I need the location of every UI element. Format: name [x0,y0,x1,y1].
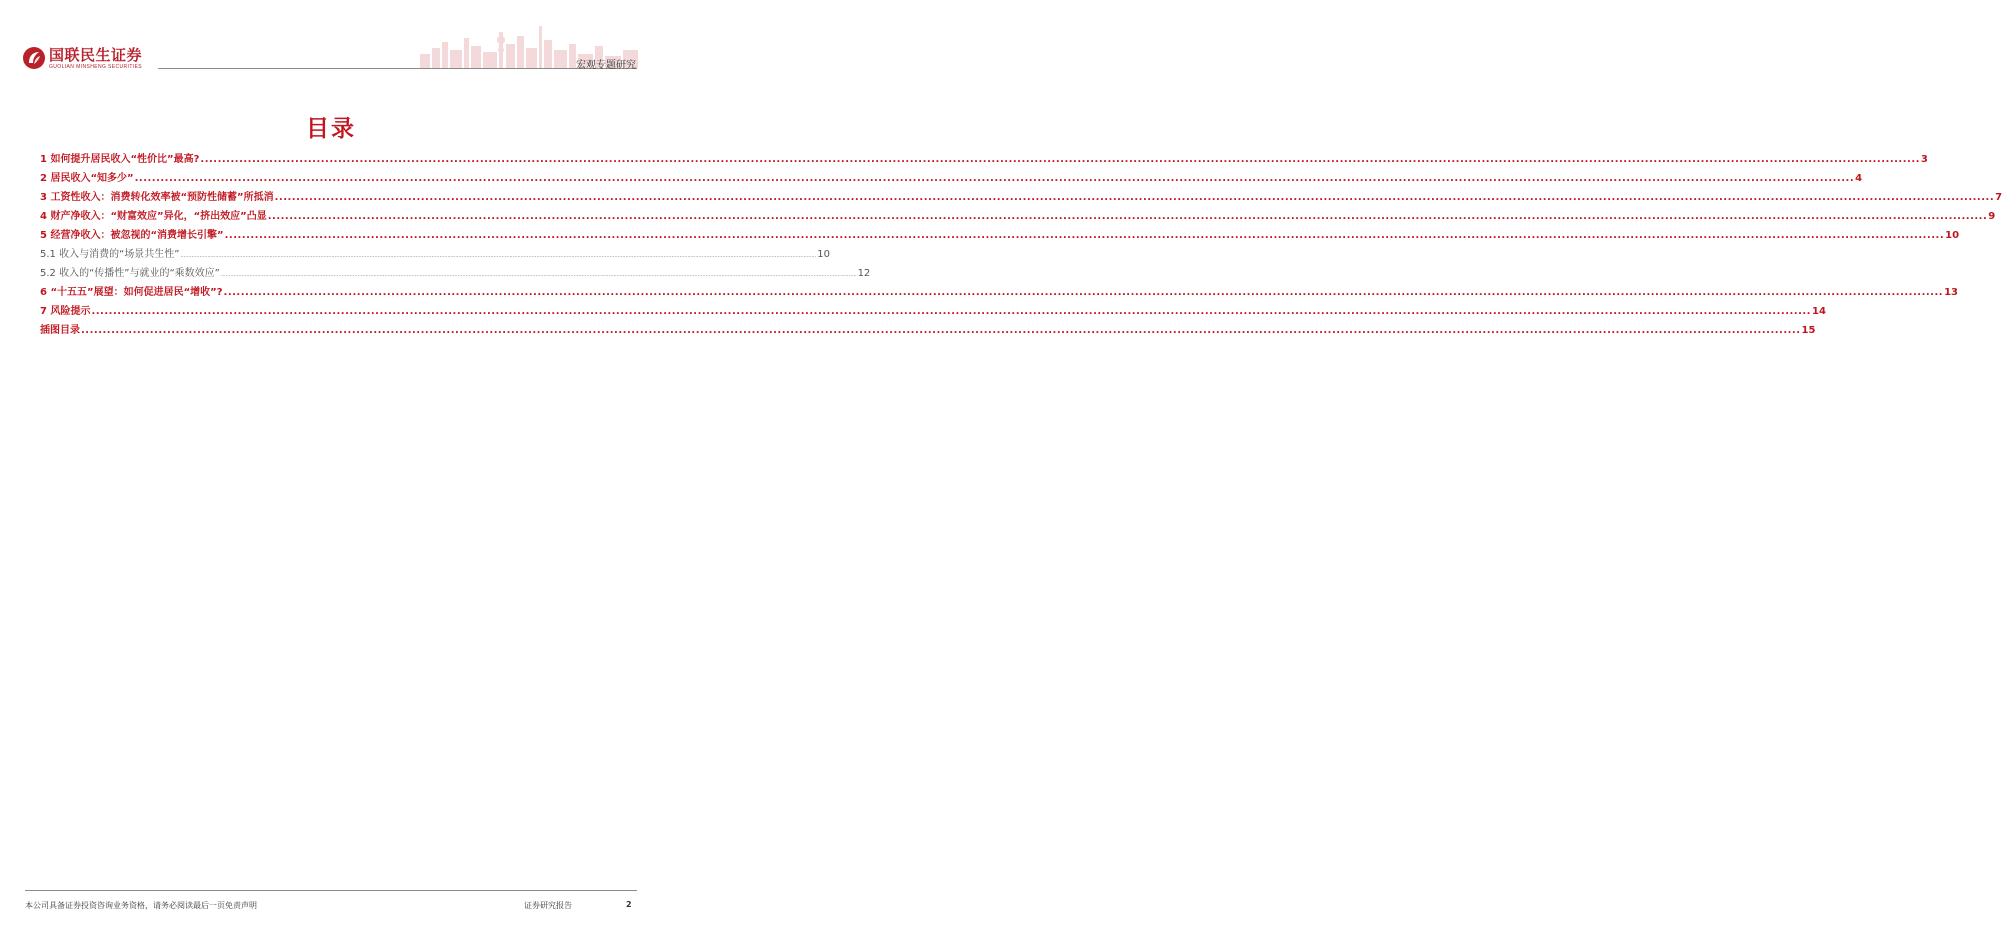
toc-leader-dots: ................................................................................................................................................................................................................................................................................................................................................................................................................ [200,154,1920,165]
toc-entry-label[interactable]: 4 财产净收入：“财富效应”异化，“挤出效应”凸显 [40,211,267,222]
table-of-contents [40,150,2002,340]
toc-title: 目录 [306,116,356,142]
page-number: 2 [626,900,632,909]
toc-entry[interactable] [40,226,1960,245]
toc-entry-label[interactable]: 6 “十五五”展望：如何促进居民“增收”? [40,287,223,298]
toc-entry-label[interactable]: 插图目录 [40,325,80,336]
toc-entry[interactable] [40,283,1958,302]
toc-leader-dots: ................................................................................................................................................................................................................................................................................................................................................................................................................ [267,211,1988,222]
toc-entry[interactable] [40,321,1816,340]
toc-entry[interactable] [40,150,1928,169]
toc-leader-dots: ................................................................................................................................................................................................................................................................................................................................................................................................................ [180,253,817,259]
toc-entry-page[interactable]: 10 [817,249,830,260]
toc-leader-dots: ................................................................................................................................................................................................................................................................................................................................................................................................................ [274,192,1995,203]
toc-leader-dots: ................................................................................................................................................................................................................................................................................................................................................................................................................ [91,306,1811,317]
toc-entry-page[interactable]: 12 [857,268,871,279]
toc-entry-page[interactable]: 13 [1944,287,1958,298]
toc-entry[interactable] [40,169,1863,188]
report-category: 宏观专题研究 [576,60,636,71]
toc-entry-page[interactable]: 10 [1945,230,1960,241]
toc-entry-page[interactable]: 15 [1801,325,1816,336]
footer-disclaimer: 本公司具备证券投资咨询业务资格，请务必阅读最后一页免责声明 [25,901,257,910]
logo-chinese-name: 国联民生证券 [49,45,143,64]
toc-leader-dots: ................................................................................................................................................................................................................................................................................................................................................................................................................ [224,230,1945,241]
company-logo [22,46,142,70]
toc-entry-label[interactable]: 5 经营净收入：被忽视的“消费增长引擎” [40,230,224,241]
toc-entry-page[interactable]: 14 [1811,306,1826,317]
toc-entry[interactable] [40,188,2002,207]
toc-entry-label[interactable]: 5.2 收入的“传播性”与就业的“乘数效应” [40,268,220,279]
toc-entry[interactable] [40,207,1996,226]
toc-entry-label[interactable]: 3 工资性收入：消费转化效率被“预防性储蓄”所抵消 [40,192,274,203]
toc-entry-page[interactable]: 4 [1855,173,1863,184]
toc-leader-dots: ................................................................................................................................................................................................................................................................................................................................................................................................................ [220,272,857,278]
toc-entry[interactable] [40,302,1826,321]
footer-report-type: 证券研究报告 [524,901,572,910]
toc-leader-dots: ................................................................................................................................................................................................................................................................................................................................................................................................................ [81,325,1801,336]
toc-entry-page[interactable]: 3 [1920,154,1928,165]
toc-entry-label[interactable]: 5.1 收入与消费的“场景共生性” [40,249,180,260]
header-divider [158,68,637,69]
toc-entry-page[interactable]: 7 [1995,192,2002,203]
toc-entry-page[interactable]: 9 [1988,211,1996,222]
toc-leader-dots: ................................................................................................................................................................................................................................................................................................................................................................................................................ [134,173,1855,184]
toc-entry[interactable] [40,264,871,283]
footer-divider [25,890,637,891]
toc-entry-label[interactable]: 1 如何提升居民收入“性价比”最高? [40,154,200,165]
toc-entry-label[interactable]: 2 居民收入“知多少” [40,173,134,184]
toc-leader-dots: ................................................................................................................................................................................................................................................................................................................................................................................................................ [223,287,1944,298]
guolian-logo-icon [22,46,46,70]
page-header [0,0,662,80]
toc-entry[interactable] [40,245,830,264]
logo-english-name: GUOLIAN MINSHENG SECURITIES [49,63,143,70]
toc-entry-label[interactable]: 7 风险提示 [40,306,91,317]
